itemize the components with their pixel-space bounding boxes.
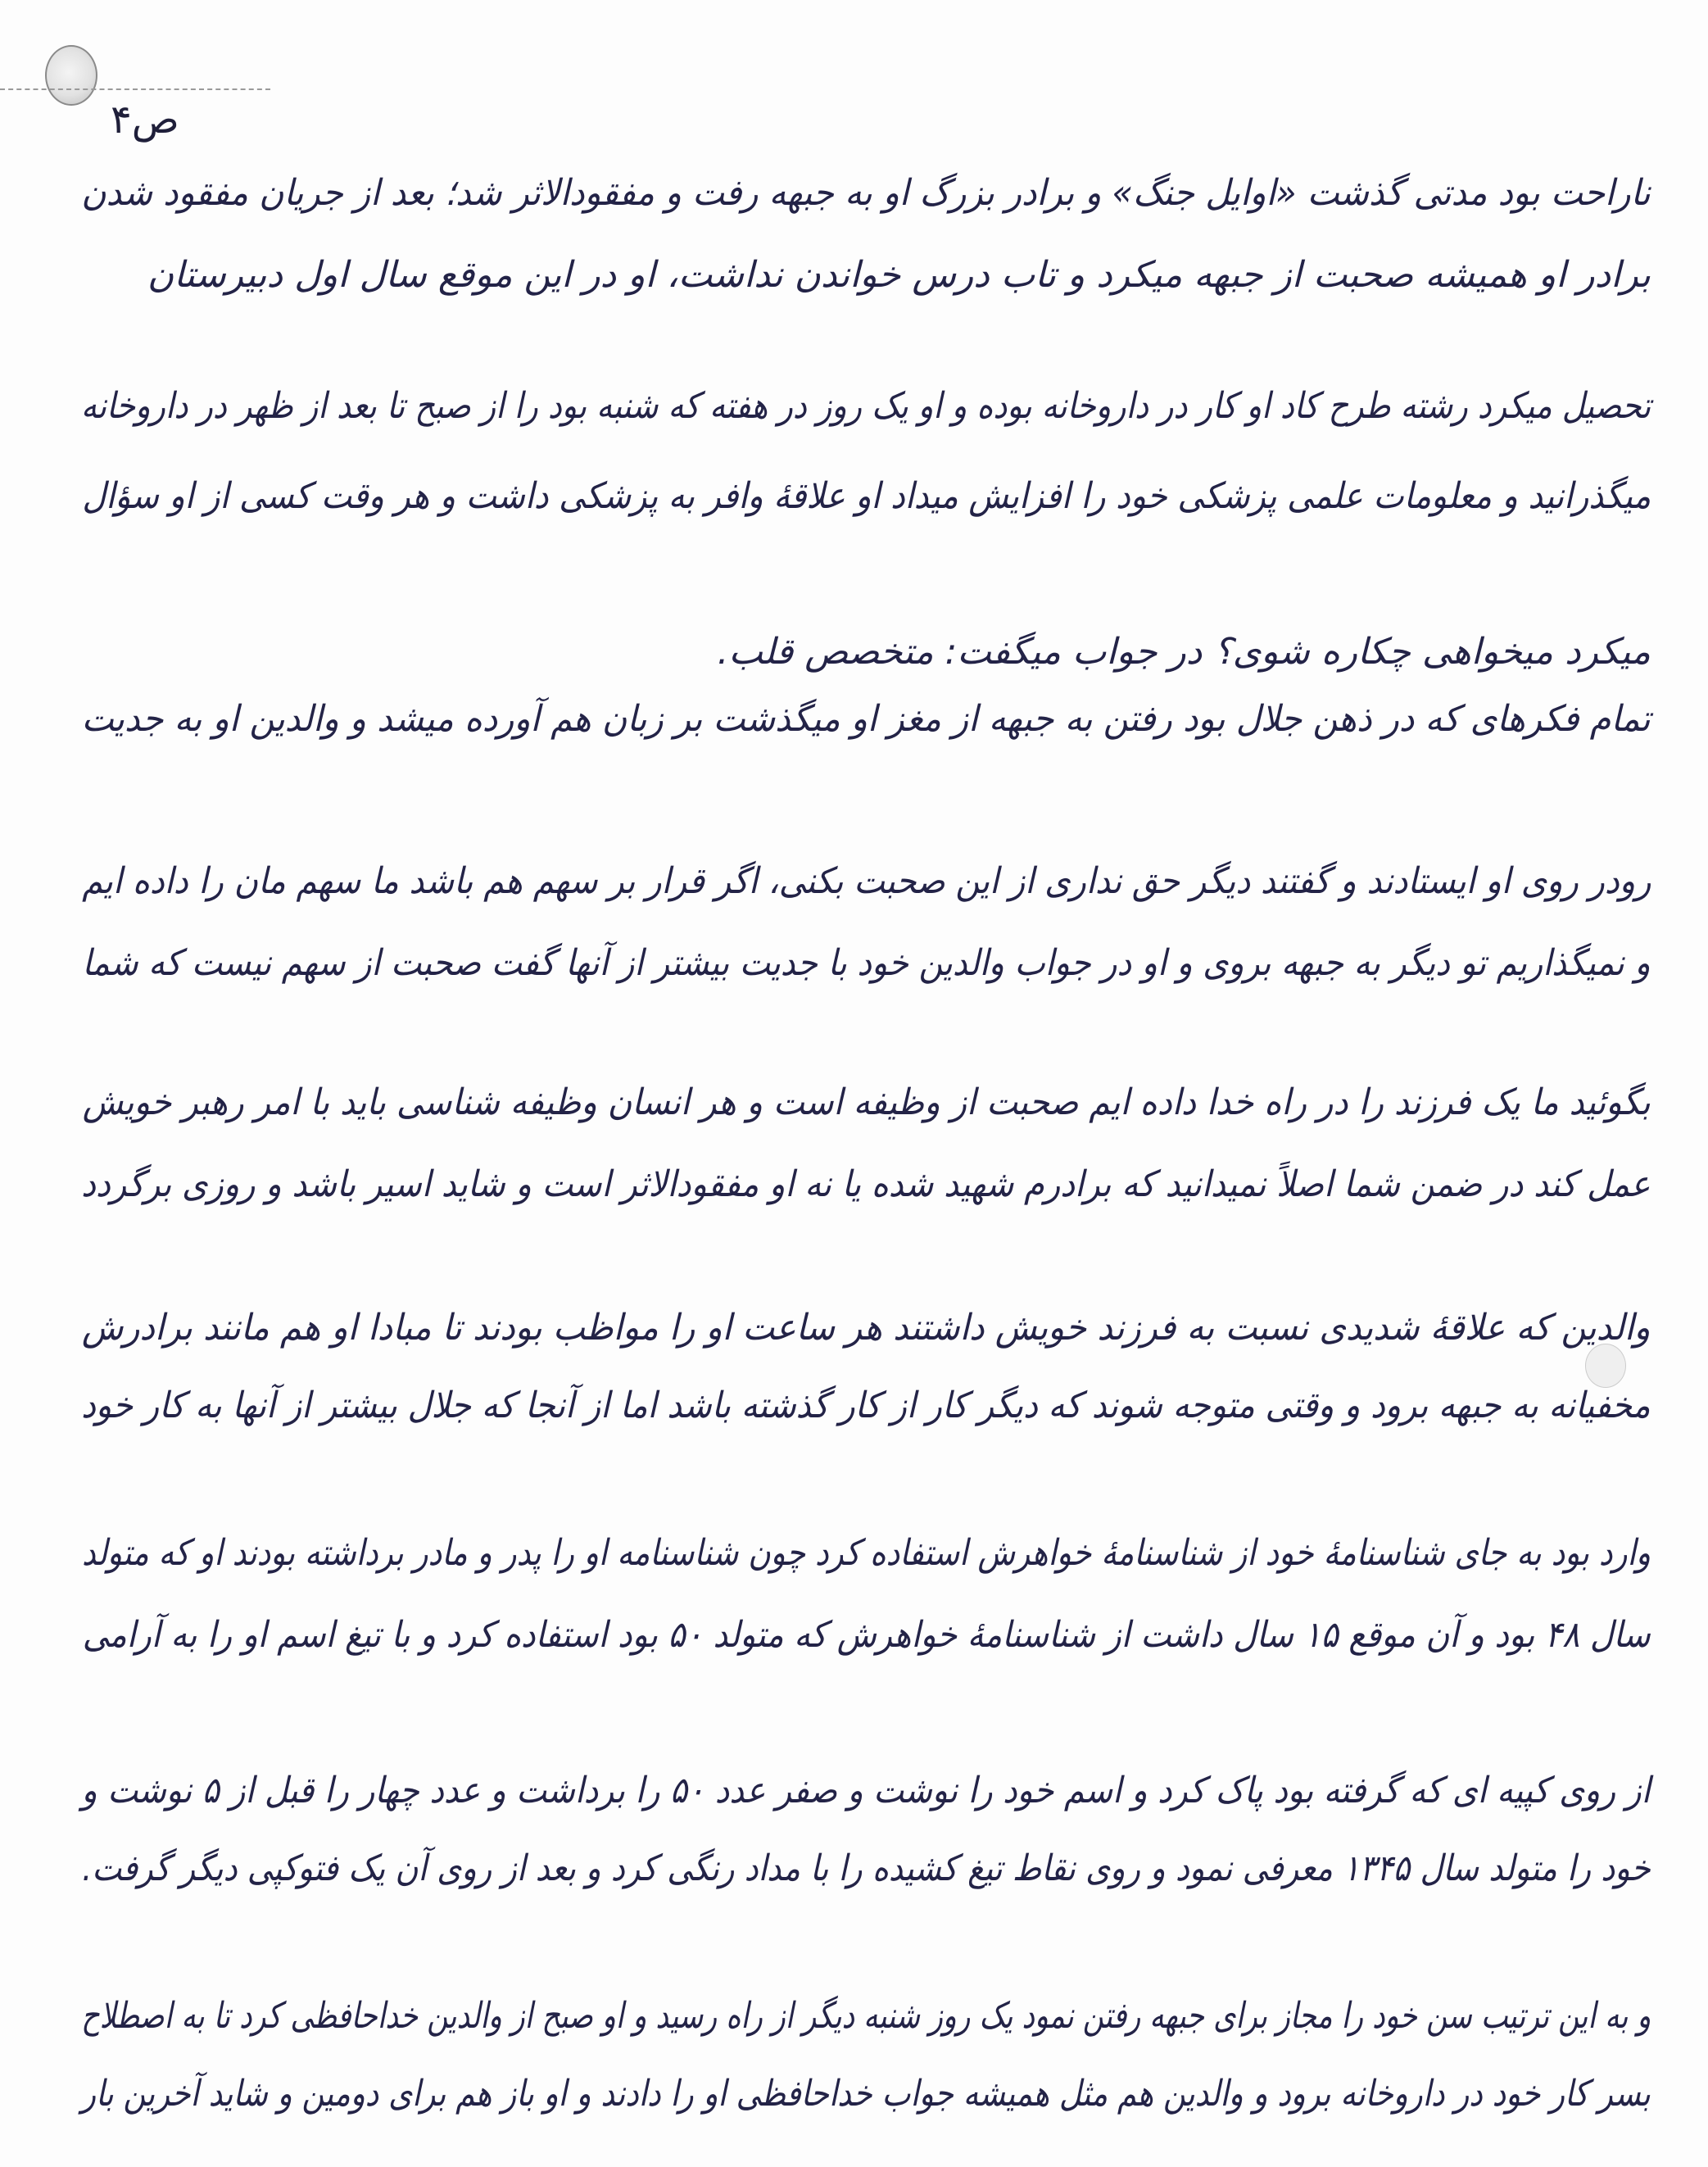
page-number: ص۴ — [111, 97, 179, 143]
top-rule — [0, 88, 270, 90]
text-line: عمل کند در ضمن شما اصلاً نمیدانید که برادرم شهید شده یا نه او مفقودالاثر است و شاید اسیر باشد و روزی برگردد — [81, 1163, 1651, 1205]
corner-smudge — [45, 45, 97, 106]
text-line: بگوئید ما یک فرزند را در راه خدا داده ایم صحبت از وظیفه است و هر انسان وظیفه شناسی باید با امر رهبر خویش — [82, 1081, 1651, 1123]
text-line: رودر روی او ایستادند و گفتند دیگر حق نداری از این صحبت بکنی، اگر قرار بر سهم هم باشد ما سهم مان را داده ایم — [81, 860, 1651, 902]
text-line: خود را متولد سال ۱۳۴۵ معرفی نمود و روی نقاط تیغ کشیده را با مداد رنگی کرد و بعد از روی آن یک فتوکپی دیگر گرفت. — [82, 1847, 1651, 1889]
text-line: ناراحت بود مدتی گذشت «اوایل جنگ» و برادر بزرگ او به جبهه رفت و مفقودالاثر شد؛ بعد از جریان مفقود شدن — [81, 172, 1651, 214]
text-line: از روی کپیه ای که گرفته بود پاک کرد و اسم خود را نوشت و صفر عدد ۵۰ را برداشت و عدد چهار را قبل از ۵ نوشت و — [82, 1770, 1651, 1811]
text-line: میگذرانید و معلومات علمی پزشکی خود را افزایش میداد او علاقهٔ وافر به پزشکی داشت و هر وقت کسی از او سؤال — [82, 475, 1651, 517]
text-line: سال ۴۸ بود و آن موقع ۱۵ سال داشت از شناسنامهٔ خواهرش که متولد ۵۰ بود استفاده کرد و با تیغ اسم او را به آرامی — [83, 1614, 1651, 1656]
text-line: و به این ترتیب سن خود را مجاز برای جبهه رفتن نمود یک روز شنبه دیگر از راه رسید و او صبح از والدین خداحافظی کرد تا به اصطلاح — [80, 1995, 1651, 2037]
text-line: والدین که علاقهٔ شدیدی نسبت به فرزند خویش داشتند هر ساعت او را مواظب بودند تا مبادا او هم مانند برادرش — [82, 1307, 1651, 1349]
text-line: برادر او همیشه صحبت از جبهه میکرد و تاب درس خواندن نداشت، او در این موقع سال اول دبیرستان — [147, 254, 1651, 296]
text-line: و نمیگذاریم تو دیگر به جبهه بروی و او در جواب والدین خود با جدیت بیشتر از آنها گفت صحبت از سهم نیست که شما — [82, 942, 1651, 984]
text-line: تحصیل میکرد رشته طرح کاد او کار در داروخانه بوده و او یک روز در هفته که شنبه بود را از صبح تا بعد از ظهر در داروخانه — [80, 385, 1651, 427]
text-line: مخفیانه به جبهه برود و وقتی متوجه شوند که دیگر کار از کار گذشته باشد اما از آنجا که جلال بیشتر از آنها به کار خود — [81, 1385, 1651, 1426]
text-line: وارد بود به جای شناسنامهٔ خود از شناسنامهٔ خواهرش استفاده کرد چون شناسنامه او را پدر و مادر برداشته بودند او که متولد — [81, 1532, 1651, 1574]
text-line: میکرد میخواهی چکاره شوی؟ در جواب میگفت: متخصص قلب. — [717, 631, 1651, 673]
paper-blot — [1585, 1344, 1626, 1388]
text-line: بسر کار خود در داروخانه برود و والدین هم مثل همیشه جواب خداحافظی او را دادند و او باز هم برای دومین و شاید آخرین بار — [81, 2073, 1651, 2115]
text-line: تمام فکرهای که در ذهن جلال بود رفتن به جبهه از مغز او میگذشت بر زبان هم آورده میشد و والدین او به جدیت — [81, 698, 1651, 740]
